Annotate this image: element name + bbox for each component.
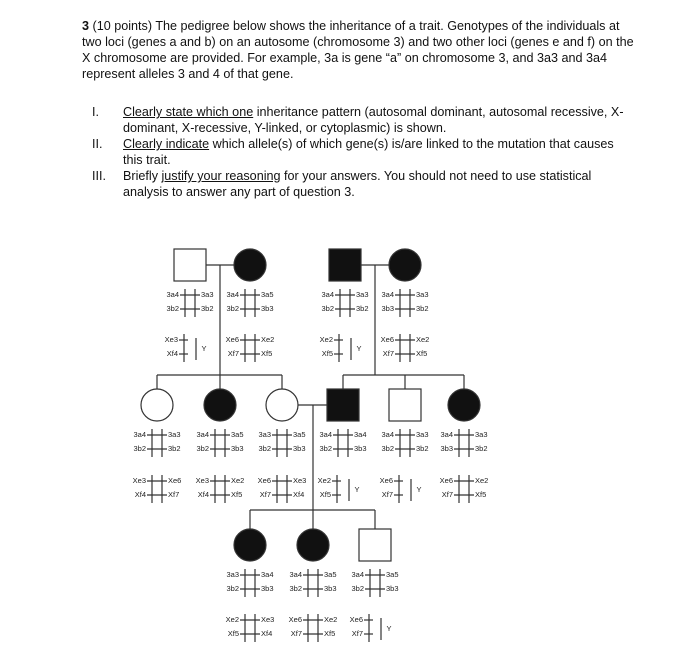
gen2-individual-4-male-symbol [327,389,359,421]
gen1-individual-3-male-symbol [329,249,361,281]
y-label: Y [386,624,392,633]
gen1-individual-2-female-symbol [234,249,266,281]
allele-label: Xf7 [168,490,180,499]
allele-label: 3b2 [226,304,239,313]
part-text: which allele(s) of which gene(s) is/are linked to the mutation that causes this trait. [123,137,614,167]
allele-label: Xe3 [293,476,307,485]
allele-label: 3b2 [258,444,271,453]
allele-label: Xe2 [416,335,430,344]
part-text: for your answers. You should not need to use statistical analysis to answer any part of question 3. [123,169,592,199]
allele-label: Xe3 [164,335,178,344]
y-label: Y [416,485,422,494]
allele-label: 3a4 [321,290,334,299]
gen3-individual-3-male-symbol [359,529,391,561]
gen2-individual-3-female-symbol [266,389,298,421]
allele-label: Xe2 [225,615,239,624]
allele-label: 3a3 [416,290,429,299]
gen2-individual-2-female-symbol [204,389,236,421]
allele-label: 3a3 [168,430,181,439]
allele-label: Xf7 [290,629,302,638]
allele-label: 3b3 [231,444,244,453]
allele-label: 3b3 [261,584,274,593]
gen1-individual-4-female-symbol [389,249,421,281]
allele-label: Xe6 [257,476,271,485]
allele-label: 3b2 [319,444,332,453]
part-emphasis: justify your reasoning [161,169,281,183]
allele-label: 3a4 [351,570,364,579]
allele-label: 3a4 [381,430,394,439]
allele-label: 3b2 [226,584,239,593]
allele-label: 3b3 [293,444,306,453]
allele-label: Xf5 [231,490,243,499]
allele-label: Xf4 [197,490,209,499]
allele-label: 3a5 [261,290,274,299]
allele-label: 3a4 [289,570,302,579]
allele-label: Xe6 [439,476,453,485]
allele-label: 3b2 [321,304,334,313]
allele-label: 3a4 [440,430,453,439]
allele-label: Xe2 [231,476,245,485]
allele-label: Xf5 [475,490,487,499]
allele-label: 3b2 [416,304,429,313]
allele-label: Xe2 [261,335,275,344]
allele-label: Xe6 [168,476,182,485]
allele-label: Xf7 [259,490,271,499]
allele-label: 3a4 [319,430,332,439]
allele-label: 3a5 [231,430,244,439]
allele-label: 3a4 [196,430,209,439]
allele-label: Xe2 [324,615,338,624]
allele-label: 3a4 [166,290,179,299]
gen1-individual-1-male-symbol [174,249,206,281]
part-emphasis: Clearly indicate [123,137,210,151]
allele-label: 3b2 [416,444,429,453]
allele-label: 3b2 [381,444,394,453]
allele-label: Xf7 [227,349,239,358]
allele-label: Xf7 [441,490,453,499]
allele-label: 3a3 [416,430,429,439]
allele-label: Xe3 [132,476,146,485]
allele-label: 3a4 [226,290,239,299]
allele-label: Xf7 [351,629,363,638]
allele-label: 3b2 [289,584,302,593]
gen2-individual-5-male-symbol [389,389,421,421]
part-text: inheritance pattern (autosomal dominant, autosomal recessive, X-dominant, X-recessive, Y-linked, or cytoplasmic) is shown. [123,105,624,135]
part-number: III. [92,169,106,183]
allele-label: 3a3 [258,430,271,439]
allele-label: 3b2 [351,584,364,593]
allele-label: 3b3 [381,304,394,313]
allele-label: 3a4 [381,290,394,299]
allele-label: Xe6 [288,615,302,624]
allele-label: 3a4 [133,430,146,439]
part-text-lead: Briefly [123,169,162,183]
allele-label: Xe6 [225,335,239,344]
gen2-individual-1-female-symbol [141,389,173,421]
part-emphasis: Clearly state which one [123,105,254,119]
allele-label: 3b2 [168,444,181,453]
allele-label: Xe2 [319,335,333,344]
allele-label: 3a3 [226,570,239,579]
allele-label: Xe6 [349,615,363,624]
gen3-individual-2-female-symbol [297,529,329,561]
allele-label: 3a3 [475,430,488,439]
gen3-individual-1-female-symbol [234,529,266,561]
allele-label: Xf5 [321,349,333,358]
allele-label: 3b3 [386,584,399,593]
allele-label: 3b3 [261,304,274,313]
allele-label: 3b2 [196,444,209,453]
allele-label: 3a3 [356,290,369,299]
allele-label: 3a3 [201,290,214,299]
allele-label: 3a4 [261,570,274,579]
allele-label: Xe2 [317,476,331,485]
question-points: (10 points) [92,19,153,33]
allele-label: Xf4 [261,629,273,638]
gen2-individual-6-female-symbol [448,389,480,421]
allele-label: Xf7 [382,349,394,358]
allele-label: 3b2 [356,304,369,313]
allele-label: Xe3 [261,615,275,624]
allele-label: Xf5 [261,349,273,358]
allele-label: 3b3 [440,444,453,453]
allele-label: Xf5 [416,349,428,358]
question-body: The pedigree below shows the inheritance of a trait. Genotypes of the individuals at two loci (genes a and b) on an autosome (chromosome 3) and two other loci (genes e and f) on the X chromosome are provided. For example, 3a is gene “a” on chromosome 3, and 3a3 and 3a4 represent alleles 3 and 4 of that gene. [82,19,634,81]
allele-label: 3b2 [166,304,179,313]
allele-label: Xe6 [380,335,394,344]
allele-label: 3a4 [354,430,367,439]
allele-label: Xf5 [324,629,336,638]
part-number: I. [92,105,99,119]
y-label: Y [201,344,207,353]
y-label: Y [356,344,362,353]
allele-label: 3b3 [354,444,367,453]
allele-label: Xf4 [134,490,146,499]
allele-label: Xe6 [379,476,393,485]
allele-label: 3b2 [475,444,488,453]
allele-label: 3a5 [324,570,337,579]
y-label: Y [354,485,360,494]
allele-label: Xf4 [166,349,178,358]
allele-label: 3a5 [386,570,399,579]
allele-label: Xf5 [319,490,331,499]
allele-label: 3a5 [293,430,306,439]
allele-label: 3b3 [324,584,337,593]
allele-label: Xe2 [475,476,489,485]
question-number: 3 [82,19,90,33]
allele-label: 3b2 [201,304,214,313]
part-number: II. [92,137,103,151]
allele-label: Xf4 [293,490,305,499]
allele-label: 3b2 [133,444,146,453]
allele-label: Xf5 [227,629,239,638]
allele-label: Xf7 [381,490,393,499]
allele-label: Xe3 [195,476,209,485]
